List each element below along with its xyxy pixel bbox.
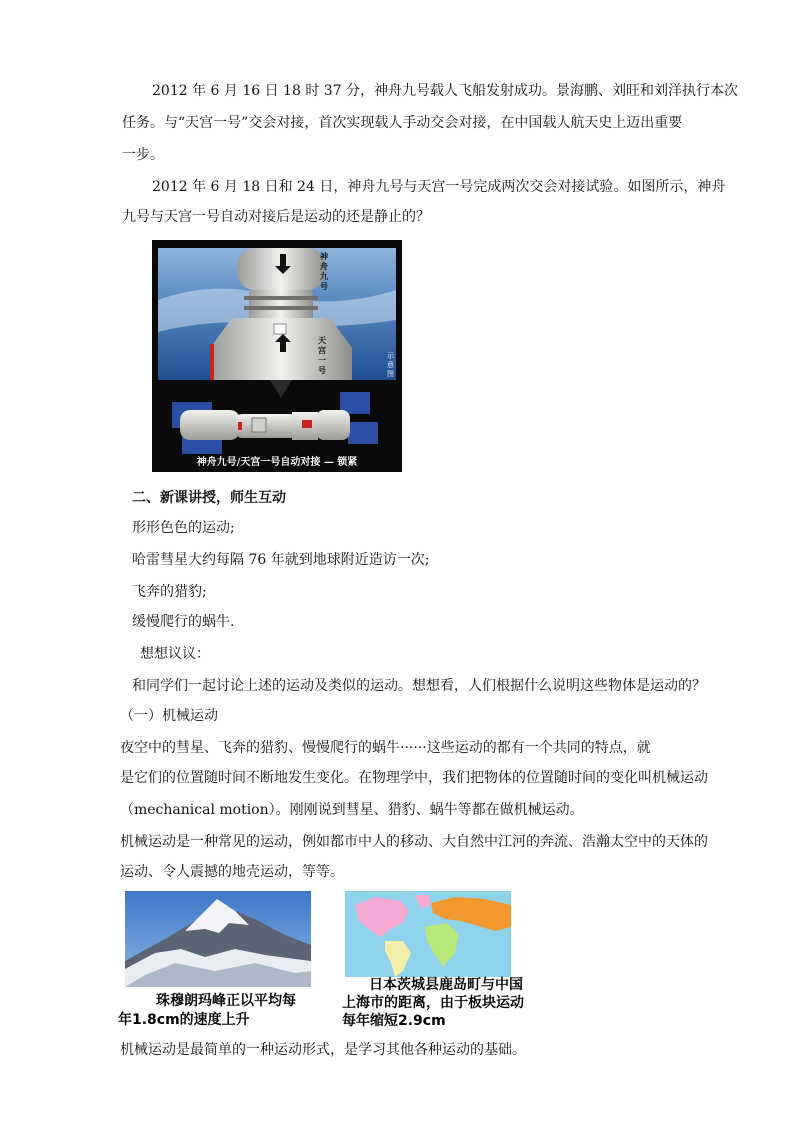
para1-line-3: （mechanical motion）。刚刚说到彗星、猎豹、蜗牛等都在做机械运动。 — [120, 802, 584, 818]
subsection-title: （一）机械运动 — [120, 708, 218, 724]
para2-line-2: 运动、令人震撼的地壳运动，等等。 — [120, 864, 344, 880]
docking-figure — [152, 240, 402, 472]
map-caption-2: 上海市的距离，由于板块运动 — [342, 995, 524, 1011]
label-tiangong: 天宫一号 — [318, 336, 326, 375]
para1-line-1: 夜空中的彗星、飞奔的猎豹、慢慢爬行的蜗牛······这些运动的都有一个共同的特点，就 — [120, 740, 651, 756]
para2-line-1: 机械运动是一种常见的运动，例如都市中人的移动、大自然中江河的奔流、浩瀚太空中的天体的 — [120, 834, 708, 850]
para1-line-2: 是它们的位置随时间不断地发生变化。在物理学中，我们把物体的位置随时间的变化叫机械运动 — [120, 770, 708, 786]
intro-line-4: 2012 年 6 月 18 日和 24 日，神舟九号与天宫一号完成两次交会对接试验。如图所示，神舟 — [152, 179, 726, 195]
intro-line-5: 九号与天宫一号自动对接后是运动的还是静止的？ — [122, 209, 430, 225]
docking-illustration — [152, 240, 402, 472]
everest-photo — [125, 891, 311, 987]
list-item: 形形色色的运动; — [132, 520, 235, 536]
label-schematic: 示意图 — [387, 352, 394, 378]
discussion-question: 和同学们一起讨论上述的运动及类似的运动。想想看，人们根据什么说明这些物体是运动的？ — [132, 678, 706, 694]
mountain-illustration — [125, 891, 311, 987]
docking-caption: 神舟九号/天宫一号自动对接 — 锁紧 — [196, 457, 358, 468]
section-heading: 二、新课讲授，师生互动 — [132, 490, 286, 506]
label-shenzhou: 神舟九号 — [320, 252, 328, 291]
everest-caption-2: 年1.8cm的速度上升 — [118, 1012, 250, 1028]
world-map — [345, 891, 511, 977]
list-item: 缓慢爬行的蜗牛. — [132, 614, 235, 630]
continents-illustration — [345, 891, 511, 977]
map-caption-1: 日本茨城县鹿岛町与中国 — [369, 977, 523, 993]
think-label: 想想议议： — [140, 646, 210, 662]
intro-line-3: 一步。 — [122, 147, 164, 163]
list-item: 飞奔的猎豹; — [132, 584, 207, 600]
list-item: 哈雷彗星大约每隔 76 年就到地球附近造访一次; — [132, 552, 430, 568]
map-caption-3: 每年缩短2.9cm — [342, 1013, 446, 1029]
final-line: 机械运动是最简单的一种运动形式，是学习其他各种运动的基础。 — [120, 1042, 526, 1058]
intro-line-2: 任务。与“天宫一号”交会对接，首次实现载人手动交会对接，在中国载人航天史上迈出重要 — [122, 115, 683, 131]
intro-line-1: 2012 年 6 月 16 日 18 时 37 分，神舟九号载人飞船发射成功。景海鹏、刘旺和刘洋执行本次 — [152, 83, 739, 99]
everest-caption-1: 珠穆朗玛峰正以平均每 — [156, 993, 296, 1009]
